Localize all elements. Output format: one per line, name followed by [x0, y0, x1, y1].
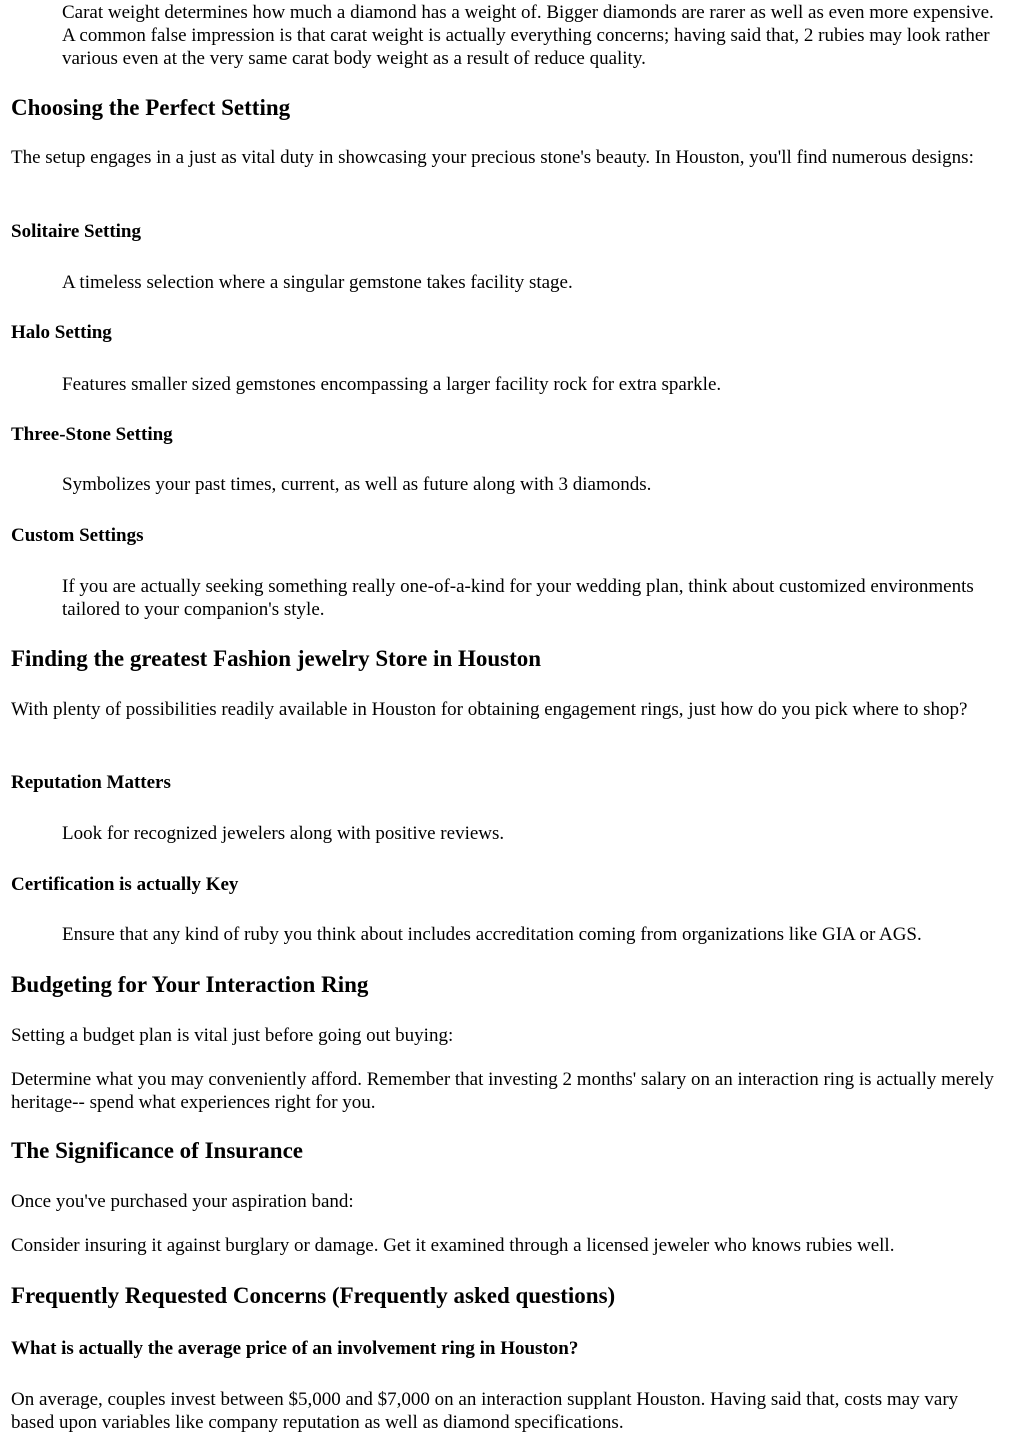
setting-intro-paragraph: The setup engages in a just as vital duty in showcasing your precious stone's beauty. In Houston, you'll find numerous designs:: [11, 147, 974, 168]
term-reputation-matters: Reputation Matters: [11, 772, 171, 793]
heading-faq: Frequently Requested Concerns (Frequently asked questions): [11, 1283, 616, 1308]
desc-reputation-matters: Look for recognized jewelers along with positive reviews.: [62, 823, 505, 844]
heading-finding-store: Finding the greatest Fashion jewelry Store in Houston: [11, 646, 542, 671]
faq-question: What is actually the average price of an involvement ring in Houston?: [11, 1338, 579, 1359]
desc-custom-settings: If you are actually seeking something really one-of-a-kind for your wedding plan, think about customized environments tailored to your companion's style.: [62, 576, 974, 620]
term-three-stone-setting: Three-Stone Setting: [11, 424, 173, 445]
budget-paragraph-2: Determine what you may conveniently afford. Remember that investing 2 months' salary on an interaction ring is actually merely heritage-- spend what experiences right for you.: [11, 1069, 994, 1113]
desc-halo-setting: Features smaller sized gemstones encompassing a larger facility rock for extra sparkle.: [62, 374, 722, 395]
budget-paragraph-1: Setting a budget plan is vital just before going out buying:: [11, 1025, 454, 1046]
insurance-paragraph-2: Consider insuring it against burglary or damage. Get it examined through a licensed jeweler who knows rubies well.: [11, 1235, 895, 1256]
faq-answer: On average, couples invest between $5,000 and $7,000 on an interaction supplant Houston. Having said that, costs may vary based upon variables like company reputation as well as diamond specifications.: [11, 1389, 959, 1433]
carat-weight-description: Carat weight determines how much a diamond has a weight of. Bigger diamonds are rarer as well as even more expensive. A common false impression is that carat weight is actually everything concerns; having said that, 2 rubies may look rather various even at the very same carat body weight as a result of reduce quality.: [62, 2, 994, 69]
term-halo-setting: Halo Setting: [11, 322, 112, 343]
term-certification-key: Certification is actually Key: [11, 874, 239, 895]
insurance-paragraph-1: Once you've purchased your aspiration band:: [11, 1191, 354, 1212]
heading-choosing-setting: Choosing the Perfect Setting: [11, 95, 291, 120]
desc-three-stone-setting: Symbolizes your past times, current, as well as future along with 3 diamonds.: [62, 474, 652, 495]
desc-certification-key: Ensure that any kind of ruby you think about includes accreditation coming from organizations like GIA or AGS.: [62, 924, 922, 945]
heading-budgeting: Budgeting for Your Interaction Ring: [11, 972, 369, 997]
heading-insurance: The Significance of Insurance: [11, 1138, 303, 1163]
term-solitaire-setting: Solitaire Setting: [11, 221, 142, 242]
desc-solitaire-setting: A timeless selection where a singular gemstone takes facility stage.: [62, 272, 573, 293]
term-custom-settings: Custom Settings: [11, 525, 144, 546]
store-intro-paragraph: With plenty of possibilities readily available in Houston for obtaining engagement rings, just how do you pick where to shop?: [11, 699, 968, 720]
